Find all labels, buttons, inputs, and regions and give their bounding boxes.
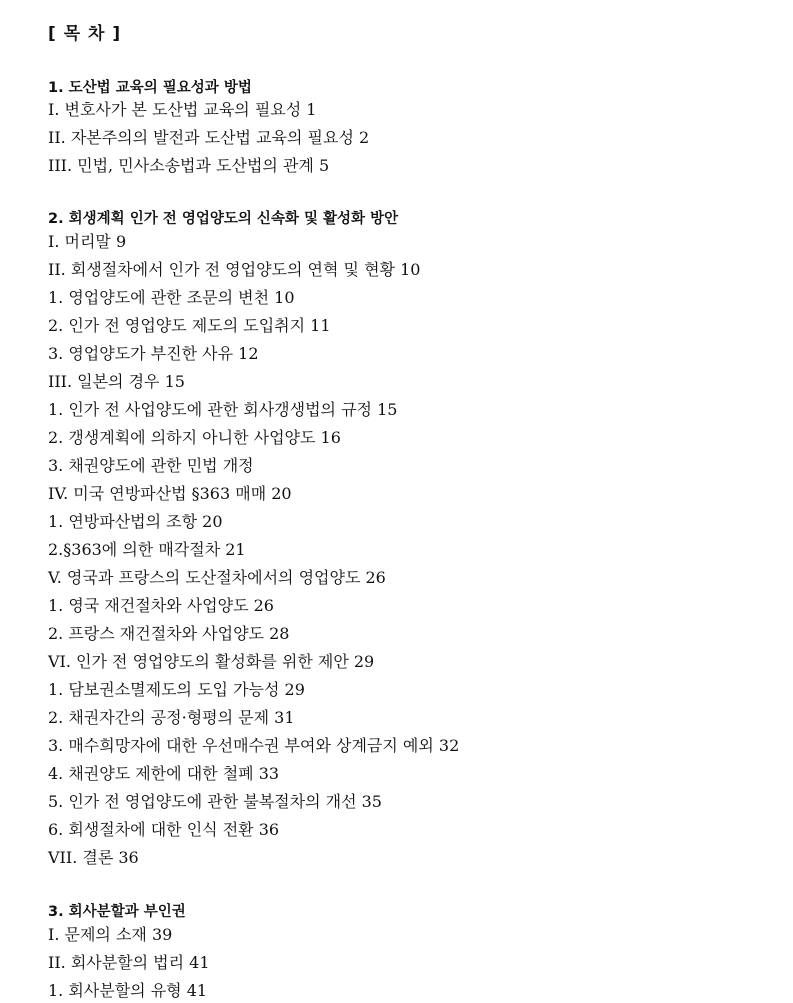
toc-heading: [ 목 차 ] xyxy=(48,24,122,44)
toc-entry: III. 민법, 민사소송법과 도산법의 관계 5 xyxy=(48,156,330,175)
toc-entry: 2. 프랑스 재건절차와 사업양도 28 xyxy=(48,624,290,643)
toc-entry: 1. 영국 재건절차와 사업양도 26 xyxy=(48,596,274,615)
toc-entry: I. 변호사가 본 도산법 교육의 필요성 1 xyxy=(48,100,317,119)
section-title-3: 3. 회사분할과 부인권 xyxy=(48,904,186,920)
toc-entry: 3. 채권양도에 관한 민법 개정 xyxy=(48,456,254,475)
toc-entry: VII. 결론 36 xyxy=(48,848,139,867)
toc-entry: 1. 담보권소멸제도의 도입 가능성 29 xyxy=(48,680,305,699)
toc-entry: 2. 채권자간의 공정·형평의 문제 31 xyxy=(48,708,295,727)
toc-entry: 1. 연방파산법의 조항 20 xyxy=(48,512,223,531)
toc-entry: II. 회사분할의 법리 41 xyxy=(48,953,210,972)
toc-entry: VI. 인가 전 영업양도의 활성화를 위한 제안 29 xyxy=(48,652,375,671)
toc-entry: V. 영국과 프랑스의 도산절차에서의 영업양도 26 xyxy=(48,568,386,587)
toc-entry: I. 머리말 9 xyxy=(48,232,127,251)
toc-entry: IV. 미국 연방파산법 §363 매매 20 xyxy=(48,484,292,503)
section-title-1: 1. 도산법 교육의 필요성과 방법 xyxy=(48,80,252,96)
toc-entry: 2. 인가 전 영업양도 제도의 도입취지 11 xyxy=(48,316,331,335)
toc-entry: 2.§363에 의한 매각절차 21 xyxy=(48,540,246,559)
section-title-2: 2. 회생계획 인가 전 영업양도의 신속화 및 활성화 방안 xyxy=(48,211,399,227)
toc-entry: 2. 갱생계획에 의하지 아니한 사업양도 16 xyxy=(48,428,341,447)
toc-entry: II. 회생절차에서 인가 전 영업양도의 연혁 및 현황 10 xyxy=(48,260,421,279)
toc-entry: I. 문제의 소재 39 xyxy=(48,925,173,944)
toc-entry: 4. 채권양도 제한에 대한 철폐 33 xyxy=(48,764,280,783)
toc-entry: 1. 인가 전 사업양도에 관한 회사갱생법의 규정 15 xyxy=(48,400,398,419)
toc-entry: 3. 영업양도가 부진한 사유 12 xyxy=(48,344,259,363)
toc-entry: II. 자본주의의 발전과 도산법 교육의 필요성 2 xyxy=(48,128,370,147)
toc-entry: 1. 회사분할의 유형 41 xyxy=(48,981,208,1000)
toc-entry: 6. 회생절차에 대한 인식 전환 36 xyxy=(48,820,280,839)
toc-entry: 5. 인가 전 영업양도에 관한 불복절차의 개선 35 xyxy=(48,792,382,811)
toc-entry: 3. 매수희망자에 대한 우선매수권 부여와 상계금지 예외 32 xyxy=(48,736,460,755)
toc-entry: III. 일본의 경우 15 xyxy=(48,372,185,391)
toc-entry: 1. 영업양도에 관한 조문의 변천 10 xyxy=(48,288,295,307)
